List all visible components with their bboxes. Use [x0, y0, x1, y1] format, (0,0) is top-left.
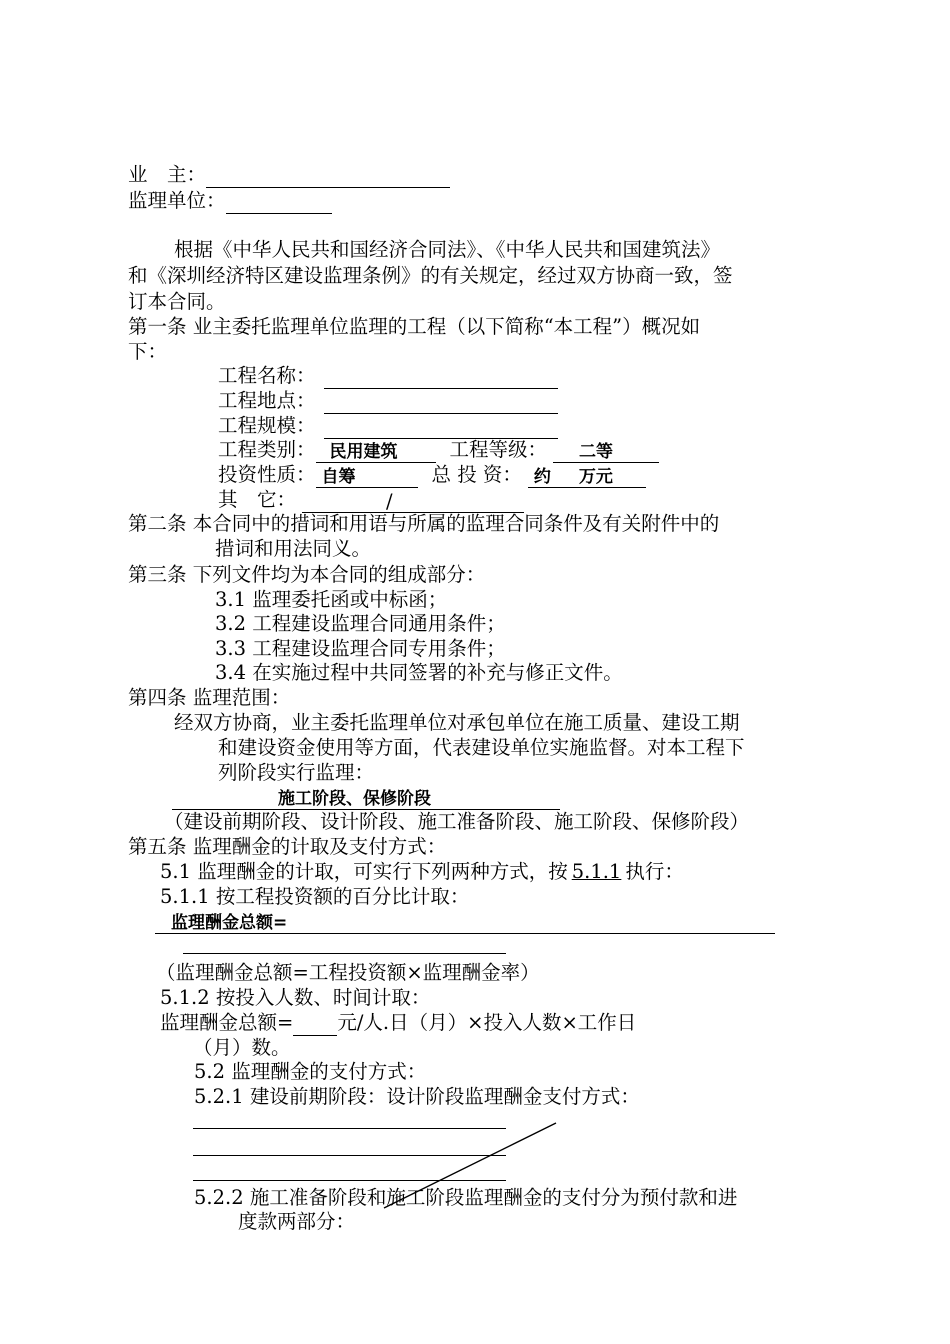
- stages-row: [172, 784, 560, 810]
- article5-line-1: 第五条 监理酬金的计取及支付方式：: [128, 835, 447, 858]
- supervisor-label: 监理单位：: [128, 189, 226, 212]
- s5-1-method-field[interactable]: 5.1.1: [571, 860, 622, 883]
- rate-field[interactable]: [293, 1013, 337, 1036]
- article4-line-2: 经双方协商，业主委托监理单位对承包单位在施工质量、建设工期: [174, 711, 740, 734]
- article3-item: 3.1 监理委托函或中标函；: [215, 588, 448, 611]
- preamble-line-1: 根据《中华人民共和国经济合同法》、《中华人民共和国建筑法》: [174, 238, 721, 261]
- s5-2: 5.2 监理酬金的支付方式：: [194, 1060, 427, 1083]
- s5-1-row: [160, 859, 684, 885]
- project-name-field[interactable]: [324, 366, 558, 389]
- s5-1-2-formula-prefix: 监理酬金总额=: [160, 1011, 294, 1034]
- owner-row: [128, 162, 450, 188]
- stages-field[interactable]: 施工阶段、保修阶段: [172, 788, 560, 810]
- article4-line-4: 列阶段实行监理：: [218, 761, 375, 784]
- s5-1-2-formula-suffix: 元/人.日（月）×投入人数×工作日: [337, 1011, 637, 1034]
- category-grade-row: [218, 437, 659, 463]
- owner-label: 业 主：: [128, 163, 207, 186]
- stages-options: （建设前期阶段、设计阶段、施工准备阶段、施工阶段、保修阶段）: [164, 810, 750, 833]
- supervisor-field[interactable]: [226, 191, 332, 214]
- project-scale-field[interactable]: [324, 416, 558, 439]
- s5-1-2: 5.1.2 按投入人数、时间计取：: [160, 986, 431, 1009]
- investment-row: [218, 462, 646, 488]
- s5-1-2-formula-line-2: （月）数。: [193, 1036, 291, 1059]
- other-label: 其 它：: [218, 488, 297, 511]
- category-label: 工程类别：: [218, 438, 316, 461]
- project-scale-row: [218, 413, 558, 439]
- project-site-row: [218, 388, 558, 414]
- total-investment-field[interactable]: [528, 466, 646, 488]
- supervisor-row: [128, 188, 332, 214]
- preamble-line-2: 和《深圳经济特区建设监理条例》的有关规定，经过双方协商一致，签: [128, 264, 733, 287]
- project-scale-label: 工程规模：: [218, 414, 316, 437]
- s5-1-suffix: 执行：: [625, 860, 684, 883]
- article3-line-1: 第三条 下列文件均为本合同的组成部分：: [128, 563, 486, 586]
- total-fee-row: [155, 908, 775, 934]
- formula-blank-line[interactable]: [183, 953, 506, 954]
- article4-line-3: 和建设资金使用等方面，代表建设单位实施监督。对本工程下: [218, 736, 745, 759]
- investment-nature-label: 投资性质：: [218, 463, 316, 486]
- project-name-label: 工程名称：: [218, 364, 316, 387]
- article3-item: 3.2 工程建设监理合同通用条件；: [215, 612, 506, 635]
- s5-2-1: 5.2.1 建设前期阶段：设计阶段监理酬金支付方式：: [194, 1085, 640, 1108]
- total-investment-prefix: 约: [533, 467, 551, 487]
- category-field[interactable]: 民用建筑: [316, 441, 436, 463]
- project-site-label: 工程地点：: [218, 389, 316, 412]
- article4-line-1: 第四条 监理范围：: [128, 686, 291, 709]
- total-fee-field[interactable]: 监理酬金总额=: [155, 912, 775, 934]
- article1-line-1: 第一条 业主委托监理单位监理的工程（以下简称“本工程”）概况如: [128, 315, 701, 338]
- owner-field[interactable]: [206, 165, 450, 188]
- article3-item: 3.4 在实施过程中共同签署的补充与修正文件。: [215, 661, 623, 684]
- s5-1-1: 5.1.1 按工程投资额的百分比计取：: [160, 885, 470, 908]
- article2-line-1: 第二条 本合同中的措词和用语与所属的监理合同条件及有关附件中的: [128, 512, 720, 535]
- s5-2-2-line-2: 度款两部分：: [238, 1210, 356, 1233]
- formula-note: （监理酬金总额=工程投资额×监理酬金率）: [156, 961, 540, 984]
- s5-1-2-formula-row: [160, 1010, 636, 1036]
- preamble-line-3: 订本合同。: [128, 290, 226, 313]
- s5-2-2-line-1: 5.2.2 施工准备阶段和施工阶段监理酬金的支付分为预付款和进: [194, 1186, 738, 1209]
- project-name-row: [218, 363, 558, 389]
- grade-field[interactable]: 二等: [553, 441, 659, 463]
- total-investment-unit: 万元: [578, 467, 613, 487]
- total-investment-label: 总 投 资：: [431, 463, 522, 486]
- article1-line-2: 下：: [128, 340, 168, 363]
- grade-label: 工程等级：: [449, 438, 548, 461]
- s5-1-prefix: 5.1 监理酬金的计取，可实行下列两种方式，按: [160, 860, 568, 883]
- other-field[interactable]: /: [302, 491, 524, 513]
- project-site-field[interactable]: [324, 391, 558, 414]
- other-row: [218, 487, 524, 513]
- article3-item: 3.3 工程建设监理合同专用条件；: [215, 637, 506, 660]
- article2-line-2: 措词和用法同义。: [215, 537, 372, 560]
- investment-nature-field[interactable]: 自筹: [316, 466, 418, 488]
